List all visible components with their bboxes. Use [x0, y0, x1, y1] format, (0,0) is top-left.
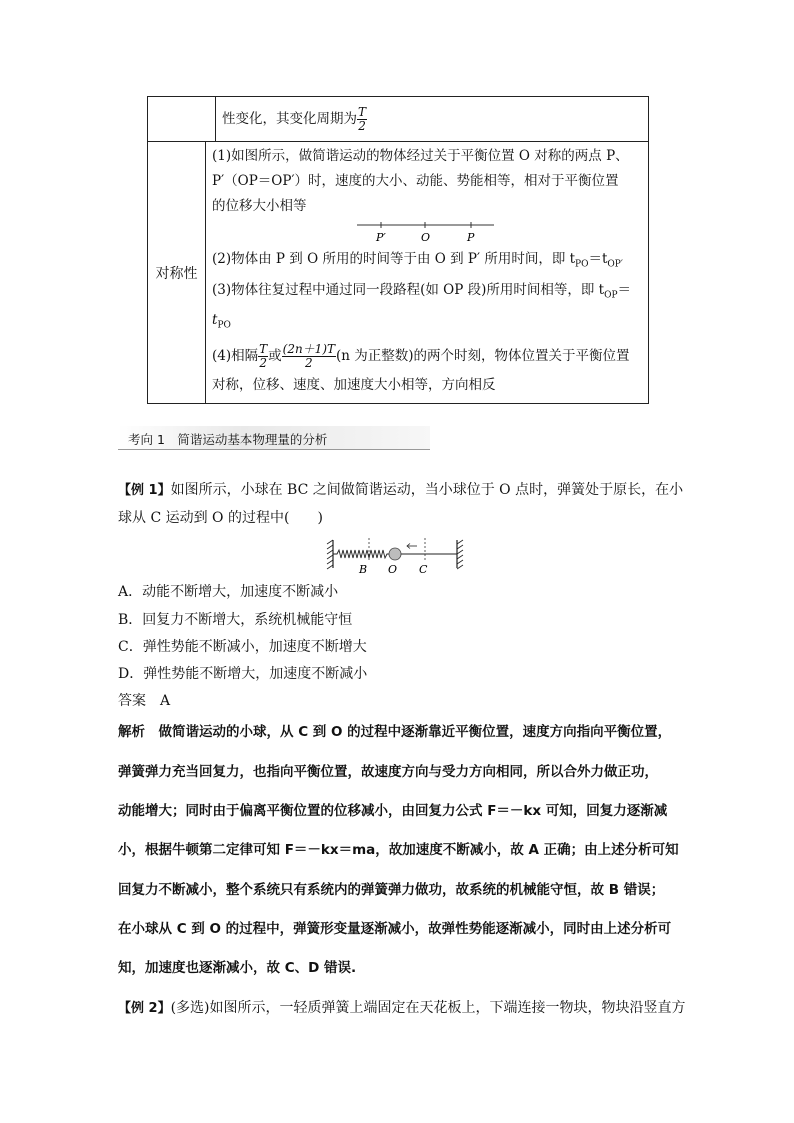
left-wall-hatch: [327, 540, 333, 569]
period-text: 性变化，其变化周期为: [222, 110, 357, 127]
symmetry-axis-figure: [212, 219, 642, 247]
item3-line2: [212, 308, 642, 339]
option-a: A．动能不断增大，加速度不断减小: [118, 584, 339, 600]
item2-mid: ＝t: [588, 251, 608, 267]
item4-line2: 对称，位移、速度、加速度大小相等，方向相反: [212, 377, 496, 394]
item2: [212, 247, 642, 278]
item2-text: (2)物体由 P 到 O 所用的时间等于由 O 到 P′ 所用时间，即 t: [212, 251, 576, 267]
frac2-num: (2n＋1)T: [282, 342, 336, 357]
right-wall-hatch: [457, 540, 463, 569]
example2-question-line1: (多选)如图所示，一轻质弹簧上端固定在天花板上，下端连接一物块，物块沿竖直方: [170, 1000, 686, 1016]
row-content-period: [216, 97, 648, 141]
spring-ball-figure: [325, 536, 465, 576]
option-d: D．弹性势能不断增大，加速度不断减小: [118, 666, 368, 682]
item3-t: t: [212, 312, 218, 329]
frac2-den: 2: [305, 356, 313, 371]
label-p: P: [467, 231, 475, 244]
analysis-line5: 回复力不断减小，整个系统只有系统内的弹簧弹力做功，故系统的机械能守恒，故 B 错误；: [118, 882, 665, 898]
properties-table: [147, 96, 649, 404]
fraction-numerator: T: [358, 104, 367, 119]
spring: [333, 550, 389, 558]
period-fraction: [357, 106, 367, 133]
option-c: C．弹性势能不断减小，加速度不断增大: [118, 639, 367, 655]
analysis-line7: 知，加速度也逐渐减小，故 C、D 错误.: [118, 960, 357, 976]
item3-sub-po: PO: [217, 321, 231, 332]
row-header-symmetry: 对称性: [148, 142, 206, 403]
item2-sub-po: PO: [575, 259, 589, 270]
item4-line1: [212, 339, 642, 373]
row-content-symmetry: [206, 142, 648, 403]
example2-tag: 【例 2】: [118, 1001, 171, 1016]
fraction-denominator: 2: [358, 118, 366, 133]
item1-line2: P′（OP＝OP′）时，速度的大小、动能、势能相等，相对于平衡位置: [212, 173, 619, 189]
section-title: 考向 1 简谐运动基本物理量的分析: [128, 432, 328, 447]
example1-question-line2: 球从 C 运动到 O 的过程中( ): [118, 510, 323, 526]
item3-text: (3)物体往复过程中通过同一段路程(如 OP 段)所用时间相等，即 t: [212, 281, 605, 298]
example1-line1: [118, 480, 684, 501]
example1-question-line1: 如图所示，小球在 BC 之间做简谐运动，当小球位于 O 点时，弹簧处于原长，在小: [170, 482, 684, 498]
analysis-line2: 弹簧弹力充当回复力，也指向平衡位置，故速度方向与受力方向相同，所以合外力做正功，: [118, 764, 658, 780]
item3-sub-op: OP: [604, 290, 618, 301]
example2-line1: [118, 998, 686, 1019]
ball: [389, 548, 401, 560]
item4-prefix: (4)相隔: [212, 348, 259, 365]
item4-fraction-2: [282, 343, 336, 370]
item4-or: 或: [268, 348, 282, 365]
section-header: [118, 426, 430, 450]
axis-svg: [212, 219, 642, 247]
answer: 答案 A: [118, 693, 171, 709]
analysis-line1: 解析 做简谐运动的小球，从 C 到 O 的过程中逐渐靠近平衡位置，速度方向指向平衡位置，: [118, 724, 672, 740]
item2-sub-op: OP′: [607, 259, 623, 270]
analysis-line4: 小，根据牛顿第二定律可知 F＝－kx＝ma，故加速度不断减小，故 A 正确；由上述分析可知: [118, 842, 679, 858]
row-header-empty: [148, 97, 216, 141]
item4-fraction-1: [258, 343, 268, 370]
item1-line3: 的位移大小相等: [212, 198, 307, 214]
label-b: B: [359, 563, 368, 576]
table-row-symmetry: [148, 142, 648, 403]
analysis-line3: 动能增大；同时由于偏离平衡位置的位移减小，由回复力公式 F＝－kx 可知，回复力逐渐减: [118, 803, 668, 819]
label-o: O: [421, 231, 431, 244]
label-c: C: [419, 563, 428, 576]
item3-eq: ＝: [617, 281, 632, 298]
option-b: B．回复力不断增大，系统机械能守恒: [118, 612, 353, 628]
frac1-num: T: [259, 342, 268, 357]
item3-line1: [212, 278, 642, 309]
label-o: O: [388, 563, 398, 576]
item4-suffix: (n 为正整数)的两个时刻，物体位置关于平衡位置: [336, 348, 630, 365]
table-row-period: [148, 97, 648, 142]
frac1-den: 2: [259, 356, 267, 371]
analysis-line6: 在小球从 C 到 O 的过程中，弹簧形变量逐渐减小，故弹性势能逐渐减小，同时由上述分析可: [118, 921, 672, 937]
item1-line1: (1)如图所示，做简谐运动的物体经过关于平衡位置 O 对称的两点 P、: [212, 148, 629, 164]
label-p-prime: P′: [376, 231, 386, 244]
example1-tag: 【例 1】: [118, 483, 171, 498]
